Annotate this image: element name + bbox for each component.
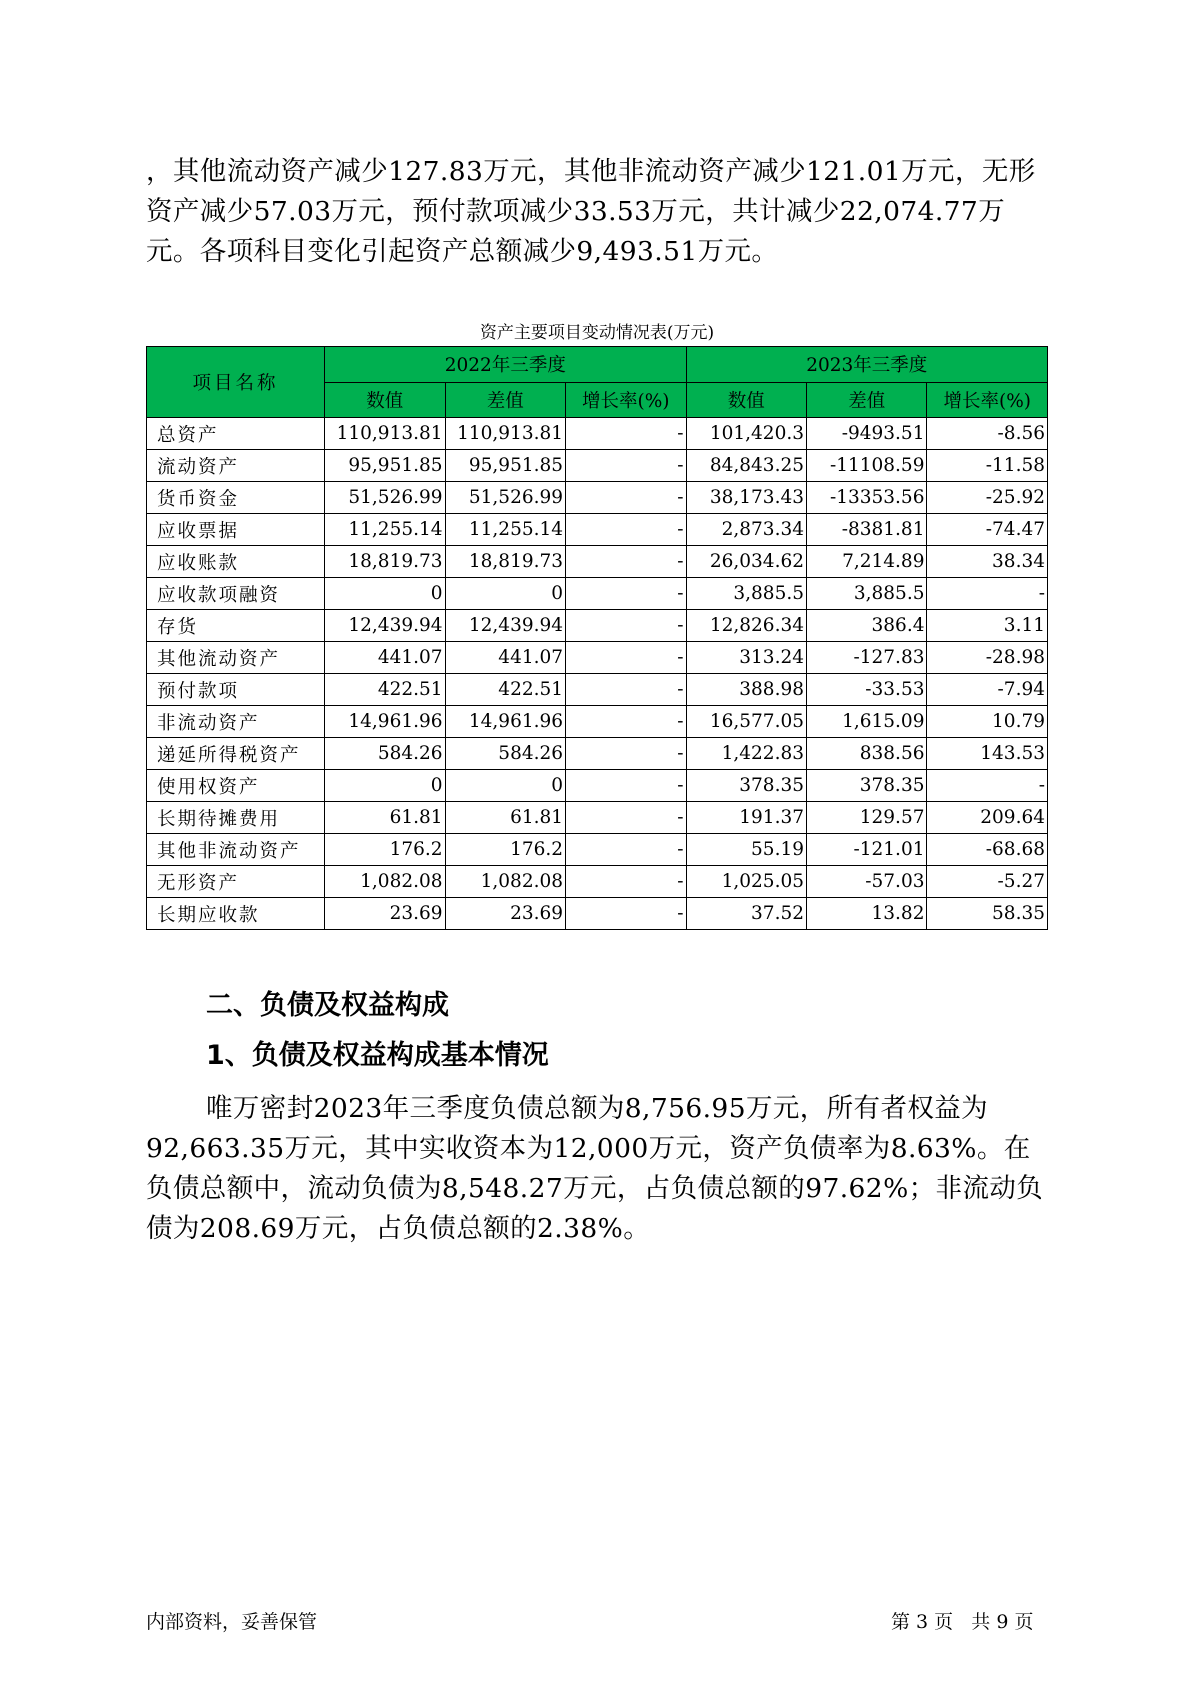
cell-value-2022: 0 — [325, 770, 445, 802]
cell-value-2023: 55.19 — [686, 834, 806, 866]
cell-growth-2022: - — [566, 770, 686, 802]
table-header — [147, 347, 1048, 418]
table-row — [147, 642, 1048, 674]
cell-diff-2023: 3,885.5 — [807, 578, 927, 610]
cell-growth-2023: -8.56 — [927, 418, 1048, 450]
header-diff-2023: 差值 — [807, 382, 927, 418]
cell-diff-2022: 0 — [445, 578, 565, 610]
cell-growth-2023: 3.11 — [927, 610, 1048, 642]
table-row — [147, 578, 1048, 610]
cell-growth-2023: -68.68 — [927, 834, 1048, 866]
cell-growth-2022: - — [566, 706, 686, 738]
table-row — [147, 674, 1048, 706]
cell-growth-2023: 209.64 — [927, 802, 1048, 834]
cell-value-2022: 110,913.81 — [325, 418, 445, 450]
cell-value-2022: 95,951.85 — [325, 450, 445, 482]
table-row — [147, 610, 1048, 642]
cell-value-2022: 441.07 — [325, 642, 445, 674]
table-title: 资产主要项目变动情况表(万元) — [479, 323, 715, 343]
cell-diff-2023: 129.57 — [807, 802, 927, 834]
cell-diff-2022: 14,961.96 — [445, 706, 565, 738]
header-value-2023: 数值 — [686, 382, 806, 418]
cell-diff-2023: -13353.56 — [807, 482, 927, 514]
cell-value-2023: 378.35 — [686, 770, 806, 802]
cell-diff-2022: 422.51 — [445, 674, 565, 706]
row-name: 递延所得税资产 — [147, 738, 325, 770]
cell-diff-2022: 0 — [445, 770, 565, 802]
header-value-2022: 数值 — [325, 382, 445, 418]
row-name: 长期待摊费用 — [147, 802, 325, 834]
cell-diff-2022: 176.2 — [445, 834, 565, 866]
cell-diff-2023: 7,214.89 — [807, 546, 927, 578]
cell-growth-2023: -7.94 — [927, 674, 1048, 706]
table-row — [147, 834, 1048, 866]
row-name: 应收票据 — [147, 514, 325, 546]
row-name: 非流动资产 — [147, 706, 325, 738]
footer-page-number — [891, 1607, 1033, 1634]
cell-growth-2023: 58.35 — [927, 898, 1048, 930]
cell-value-2022: 12,439.94 — [325, 610, 445, 642]
liability-paragraph: 唯万密封2023年三季度负债总额为8,756.95万元，所有者权益为92,663.35万元，其中实收资本为12,000万元，资产负债率为8.63%。在负债总额中，流动负债为8,548.27万元，占负债总额的97.62%；非流动负债为208.69万元，占负债总额的2.38%。 — [146, 1093, 1044, 1244]
cell-diff-2023: -9493.51 — [807, 418, 927, 450]
table-row — [147, 802, 1048, 834]
cell-value-2023: 2,873.34 — [686, 514, 806, 546]
cell-diff-2023: -127.83 — [807, 642, 927, 674]
table-row — [147, 514, 1048, 546]
cell-value-2023: 101,420.3 — [686, 418, 806, 450]
cell-diff-2022: 95,951.85 — [445, 450, 565, 482]
cell-value-2023: 16,577.05 — [686, 706, 806, 738]
header-item-name: 项目名称 — [147, 347, 325, 418]
cell-diff-2023: -8381.81 — [807, 514, 927, 546]
cell-value-2022: 11,255.14 — [325, 514, 445, 546]
table-row — [147, 418, 1048, 450]
cell-diff-2023: -11108.59 — [807, 450, 927, 482]
section-heading: 二、负债及权益构成 — [206, 990, 449, 1021]
cell-growth-2022: - — [566, 834, 686, 866]
cell-diff-2022: 51,526.99 — [445, 482, 565, 514]
cell-value-2022: 14,961.96 — [325, 706, 445, 738]
cell-growth-2023: - — [927, 770, 1048, 802]
cell-growth-2023: - — [927, 578, 1048, 610]
table-row — [147, 898, 1048, 930]
cell-value-2023: 191.37 — [686, 802, 806, 834]
row-name: 长期应收款 — [147, 898, 325, 930]
cell-growth-2022: - — [566, 546, 686, 578]
header-period-2023: 2023年三季度 — [686, 347, 1047, 383]
cell-growth-2022: - — [566, 674, 686, 706]
row-name: 其他非流动资产 — [147, 834, 325, 866]
row-name: 总资产 — [147, 418, 325, 450]
cell-growth-2022: - — [566, 866, 686, 898]
intro-paragraph: ，其他流动资产减少127.83万元，其他非流动资产减少121.01万元，无形资产减少57.03万元，预付款项减少33.53万元，共计减少22,074.77万元。各项科目变化引起资产总额减少9,493.51万元。 — [146, 156, 1036, 267]
cell-diff-2023: 386.4 — [807, 610, 927, 642]
cell-value-2022: 61.81 — [325, 802, 445, 834]
cell-value-2022: 0 — [325, 578, 445, 610]
table-row — [147, 546, 1048, 578]
cell-value-2022: 51,526.99 — [325, 482, 445, 514]
table-row — [147, 738, 1048, 770]
section-subheading: 1、负债及权益构成基本情况 — [206, 1040, 549, 1071]
cell-diff-2023: -57.03 — [807, 866, 927, 898]
table-row — [147, 866, 1048, 898]
cell-value-2023: 26,034.62 — [686, 546, 806, 578]
row-name: 使用权资产 — [147, 770, 325, 802]
table-body — [147, 418, 1048, 930]
cell-value-2023: 1,422.83 — [686, 738, 806, 770]
cell-growth-2023: 143.53 — [927, 738, 1048, 770]
cell-diff-2022: 18,819.73 — [445, 546, 565, 578]
cell-value-2022: 176.2 — [325, 834, 445, 866]
cell-growth-2022: - — [566, 482, 686, 514]
cell-growth-2023: -28.98 — [927, 642, 1048, 674]
row-name: 存货 — [147, 610, 325, 642]
row-name: 预付款项 — [147, 674, 325, 706]
header-diff-2022: 差值 — [445, 382, 565, 418]
cell-growth-2022: - — [566, 418, 686, 450]
header-growth-2022: 增长率(%) — [566, 382, 686, 418]
cell-value-2023: 388.98 — [686, 674, 806, 706]
cell-value-2023: 12,826.34 — [686, 610, 806, 642]
cell-value-2022: 1,082.08 — [325, 866, 445, 898]
cell-growth-2022: - — [566, 578, 686, 610]
cell-growth-2022: - — [566, 642, 686, 674]
cell-diff-2023: 838.56 — [807, 738, 927, 770]
cell-value-2022: 18,819.73 — [325, 546, 445, 578]
table-row — [147, 770, 1048, 802]
row-name: 无形资产 — [147, 866, 325, 898]
cell-growth-2023: 38.34 — [927, 546, 1048, 578]
cell-diff-2022: 441.07 — [445, 642, 565, 674]
cell-growth-2022: - — [566, 514, 686, 546]
cell-diff-2022: 584.26 — [445, 738, 565, 770]
assets-table — [146, 346, 1048, 930]
cell-growth-2023: -11.58 — [927, 450, 1048, 482]
footer-confidential-note: 内部资料，妥善保管 — [146, 1611, 318, 1633]
cell-growth-2023: -5.27 — [927, 866, 1048, 898]
row-name: 应收款项融资 — [147, 578, 325, 610]
cell-value-2022: 584.26 — [325, 738, 445, 770]
table-row — [147, 706, 1048, 738]
cell-value-2023: 1,025.05 — [686, 866, 806, 898]
cell-diff-2022: 61.81 — [445, 802, 565, 834]
cell-value-2023: 38,173.43 — [686, 482, 806, 514]
cell-diff-2023: -33.53 — [807, 674, 927, 706]
header-growth-2023: 增长率(%) — [927, 382, 1048, 418]
cell-growth-2022: - — [566, 610, 686, 642]
cell-value-2023: 3,885.5 — [686, 578, 806, 610]
cell-growth-2023: -25.92 — [927, 482, 1048, 514]
footer-total-label: 共 9 页 — [971, 1611, 1034, 1633]
cell-value-2023: 313.24 — [686, 642, 806, 674]
cell-value-2023: 37.52 — [686, 898, 806, 930]
table-row — [147, 482, 1048, 514]
cell-diff-2022: 23.69 — [445, 898, 565, 930]
cell-growth-2022: - — [566, 802, 686, 834]
row-name: 流动资产 — [147, 450, 325, 482]
cell-growth-2022: - — [566, 898, 686, 930]
row-name: 应收账款 — [147, 546, 325, 578]
cell-diff-2023: -121.01 — [807, 834, 927, 866]
cell-value-2023: 84,843.25 — [686, 450, 806, 482]
header-period-2022: 2022年三季度 — [325, 347, 686, 383]
footer-page-label: 第 3 页 — [891, 1611, 954, 1633]
cell-diff-2022: 12,439.94 — [445, 610, 565, 642]
cell-diff-2022: 11,255.14 — [445, 514, 565, 546]
cell-growth-2022: - — [566, 738, 686, 770]
row-name: 其他流动资产 — [147, 642, 325, 674]
cell-growth-2022: - — [566, 450, 686, 482]
cell-diff-2023: 378.35 — [807, 770, 927, 802]
cell-growth-2023: -74.47 — [927, 514, 1048, 546]
cell-diff-2023: 1,615.09 — [807, 706, 927, 738]
cell-growth-2023: 10.79 — [927, 706, 1048, 738]
cell-diff-2022: 110,913.81 — [445, 418, 565, 450]
cell-diff-2023: 13.82 — [807, 898, 927, 930]
cell-diff-2022: 1,082.08 — [445, 866, 565, 898]
row-name: 货币资金 — [147, 482, 325, 514]
table-row — [147, 450, 1048, 482]
cell-value-2022: 422.51 — [325, 674, 445, 706]
cell-value-2022: 23.69 — [325, 898, 445, 930]
